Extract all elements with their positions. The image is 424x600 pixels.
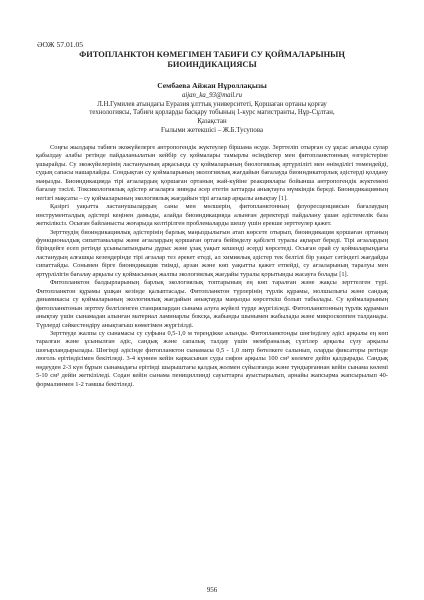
udc-code: ӘОЖ 57.01.05 <box>37 40 84 49</box>
body-paragraph-4: Фитопланктон балдырларының барлық экологиялық топтарының ең көп таралған және жақсы зерттелген түрі. Фитопланктон құрамы ұшқан кезінде қалыптасады. Фитопланктон түрлерінің түрлік құрамы, молшылығы және сандық динамикасы су қоймаларының экологиялық жағдайын анықтауда маңызды көрсеткіш болып табылады. Су қоймаларының фитопланктонын зерттеу белгіленген станциялардан сынама алуға жүйелі түрде жүргізіледі. Фитопланктонның түрлік құрамын анықтау үшін сынамадан алынған материал ламинарлы боксқа, жабынды шынымен жабылады және микроскоппен талданады. Түрлерді сәйкестендіру анықтағыш көмегімен жүргізілді. <box>36 279 388 329</box>
body-paragraph-3: Зерттеудің биоиндикациялық әдістерінің барлық маңыздылығын атап көрсете отырып, биоиндикация қоршаған ортаның функционалдық сипаттамалары және ағзалардың қоршаған ортаға бейімделу қабілеті туралы ақпарат береді. Тірі ағзалардың біріндейге есеп ретінде ұсынылатындығы дұрыс және ұзақ уақыт кешенді әсерді көрсетеді. Осыған орай су қоймаларындағы ластанудың алғашқы кезеңдерінде тірі ағзалар тез әрекет етеді, ал химиялық әдістер тек белгілі бір уақыт сәтіндегі жағдайды сипаттайды. Сонымен бірге биоиндикация тиімді, арзан және көп уақытты қажет етпейді, су ағзаларының таралуы мен әртүрлілігін бағалау арқылы су қоймасының жалпы экологиялық жағдайы туралы қорытынды жасауға болады [1]. <box>36 228 388 278</box>
title-line-1: ФИТОПЛАНКТОН КӨМЕГІМЕН ТАБИҒИ СУ ҚОЙМАЛАРЫНЫҢ <box>79 50 345 59</box>
body-paragraph-1: Соңғы жылдары табиғи экожүйелерге антропогендік жүктеулер біршама өсуде. Зерттеліп отырған су ұқсас ағынды сулар қабылдау алабы ретінде пайдаланылатын кейбір су қоймалары тамырлы өсімдіктер мен фитопланктонның өзгерістеріне ұшырайды. Су экожүйелерінің ластануының арқасында су қоймаларының биологиялық әртүрлілігі мен өнімділігі төмендейді, судың сапасы нашарлайды. Сондықтан су қоймаларының экологиялық жағдайын бағалауда биоиндикаторлық әдістерді қолдану маңызды. Биоиндикацияда тірі ағзалардың қоршаған ортаның жай-күйіне реакциялары бойынша антропогендік жүктемені бағалау тәсілі. Токсикологиялық әдістер ағзаларға зиянды әсер ететін заттарды анықтауға мүмкіндік береді. Биоиндикацияның негізгі мақсаты – су қоймаларының экологиялық жағдайын тірі ағзалар арқылы анықтау [1]. <box>36 144 388 202</box>
affiliation-line-3: Қазақстан <box>197 117 227 125</box>
supervisor: Ғылыми жетекшісі – Ж.Б.Тусупова <box>161 127 263 134</box>
page-number: 956 <box>206 586 218 594</box>
article-title <box>30 50 394 70</box>
affiliation-line-2: технологиясы, Табиғи қорларды басқару тобының 1-курс магистранты, Нұр-Сұлтан, <box>89 109 335 117</box>
article-body <box>36 144 388 389</box>
author-email: aijan_ka_93@mail.ru <box>181 92 243 99</box>
body-paragraph-2: Қазіргі уақытта ластанушылардың саны мен мөлшерін, фитопланктонның флуоресценциясын бағалаудың инструменталдық әдістері кеңінен дамыды, алайда биоиндикацияда алынған деректерді пайдалану ұшан әдістемелік база жеткіліксіз. Осыған байланысты жоғарыда келтірілген проблемаларды шешу үшін ерекше зерттеулер қажет. <box>36 203 388 228</box>
affiliation-line-1: Л.Н.Гумилев атындағы Еуразия ұлттық университеті, Қоршаған ортаны қорғау <box>97 101 327 108</box>
body-paragraph-5: Зерттеуде жалпы су сынамасы су суфына 0,5-1,0 м тереңдікке алынды. Фитопланктонды шөгінділеу әдісі арқылы ең көп таралған және ұсынылған әдіс, сандық және сапалық талдау үшін мембраналық сүзгілер арқылы сүзу арқылы шоғырландырылады. Шөгінді әдісінде фитопланктон сынамасы 0,5 - 1,0 литр бөтелкеге салынып, оларды фиксаторы ретінде люголь ерітіндісімен бекітіледі. 3-4 күннен кейін каркасынан суды сифон арқылы 100 см³ көлемге дейін қалдырады. Сандық өңдеуден 2-3 күн бұрын сынамадағы ерітінді шырыштағы қалдық жолмен сүйылғанда және түндырғаннан кейін сынама көлемі 5-10 см³ дейін жеткізіледі. Содан кейін сынама пенициллинді сауыттарға ауыстырылып, арнайы жапсырма жапсырылып 40-формалинмен 1-2 тамшы бекітіледі. <box>36 329 388 388</box>
author-affiliation <box>36 101 388 126</box>
author-name: Сембаева Айжан Нұроллақызы <box>157 81 267 90</box>
title-line-2: БИОИНДИКАЦИЯСЫ <box>167 60 257 69</box>
